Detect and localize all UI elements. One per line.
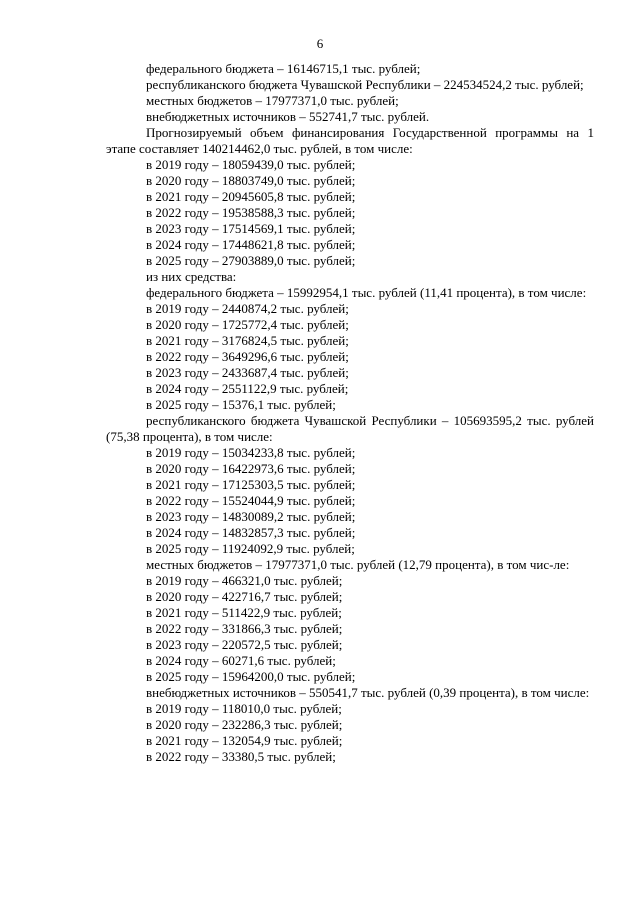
text-line: в 2025 году – 11924092,9 тыс. рублей; [146,541,355,556]
text-line: в 2021 году – 132054,9 тыс. рублей; [146,733,343,748]
text-line: в 2022 году – 3649296,6 тыс. рублей; [146,349,349,364]
text-line: в 2022 году – 33380,5 тыс. рублей; [146,749,336,764]
text-line: в 2025 году – 15964200,0 тыс. рублей; [146,669,356,684]
text-line: внебюджетных источников – 552741,7 тыс. рублей. [146,109,430,124]
text-line: в 2025 году – 15376,1 тыс. рублей; [146,397,336,412]
text-line: в 2024 году – 14832857,3 тыс. рублей; [146,525,356,540]
paragraph: местных бюджетов – 17977371,0 тыс. рублей (12,79 процента), в том чис-ле: [146,557,570,572]
text-line: в 2019 году – 118010,0 тыс. рублей; [146,701,342,716]
text-line: в 2020 году – 16422973,6 тыс. рублей; [146,461,356,476]
paragraph: республиканского бюджета Чувашской Республики – 224534524,2 тыс. рублей; [146,77,584,92]
text-line: в 2020 году – 422716,7 тыс. рублей; [146,589,343,604]
text-line: в 2019 году – 466321,0 тыс. рублей; [146,573,343,588]
text-line: федерального бюджета – 16146715,1 тыс. рублей; [146,61,421,76]
text-line: в 2023 году – 2433687,4 тыс. рублей; [146,365,349,380]
paragraph: федерального бюджета – 15992954,1 тыс. рублей (11,41 процента), в том числе: [146,285,587,300]
text-line: в 2021 году – 3176824,5 тыс. рублей; [146,333,349,348]
text-line: в 2020 году – 232286,3 тыс. рублей; [146,717,343,732]
text-line: в 2019 году – 2440874,2 тыс. рублей; [146,301,349,316]
text-line: в 2023 году – 14830089,2 тыс. рублей; [146,509,356,524]
paragraph: внебюджетных источников – 550541,7 тыс. рублей (0,39 процента), в том числе: [146,685,590,700]
text-line: в 2024 году – 17448621,8 тыс. рублей; [146,237,356,252]
text-line: в 2024 году – 60271,6 тыс. рублей; [146,653,336,668]
text-line: в 2021 году – 20945605,8 тыс. рублей; [146,189,356,204]
text-line: в 2023 году – 17514569,1 тыс. рублей; [146,221,356,236]
paragraph: республиканского бюджета Чувашской Республики – 105693595,2 тыс. рублей (75,38 процента), в том числе: [106,413,594,444]
page-number: 6 [316,36,324,51]
text-line: из них средства: [146,269,237,284]
text-line: в 2025 году – 27903889,0 тыс. рублей; [146,253,356,268]
text-line: в 2024 году – 2551122,9 тыс. рублей; [146,381,349,396]
document-body [106,61,594,765]
text-line: в 2020 году – 1725772,4 тыс. рублей; [146,317,349,332]
text-line: в 2019 году – 15034233,8 тыс. рублей; [146,445,356,460]
text-line: в 2022 году – 19538588,3 тыс. рублей; [146,205,356,220]
text-line: в 2019 году – 18059439,0 тыс. рублей; [146,157,356,172]
text-line: в 2021 году – 17125303,5 тыс. рублей; [146,477,356,492]
text-line: в 2021 году – 511422,9 тыс. рублей; [146,605,342,620]
text-line: в 2023 году – 220572,5 тыс. рублей; [146,637,343,652]
paragraph: Прогнозируемый объем финансирования Государственной программы на 1 этапе составляет 140214462,0 тыс. рублей, в том числе: [106,125,594,156]
text-line: в 2022 году – 331866,3 тыс. рублей; [146,621,343,636]
text-line: местных бюджетов – 17977371,0 тыс. рублей; [146,93,399,108]
text-line: в 2022 году – 15524044,9 тыс. рублей; [146,493,356,508]
text-line: в 2020 году – 18803749,0 тыс. рублей; [146,173,356,188]
